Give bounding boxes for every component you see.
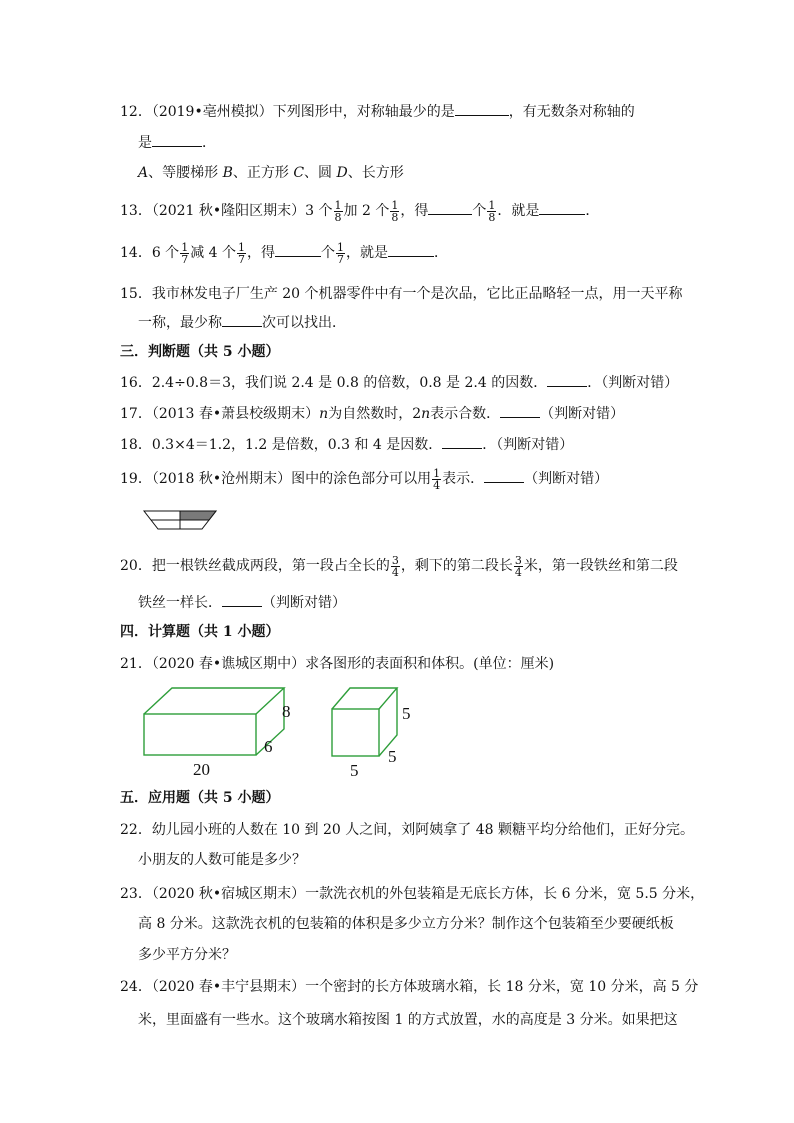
fraction — [391, 555, 400, 578]
question-text: 求各图形的表面积和体积。(单位：厘米) — [305, 656, 555, 672]
fraction-numerator: 1 — [334, 198, 342, 212]
math-variable: n — [421, 406, 431, 422]
cuboid-figure — [136, 684, 304, 780]
fraction-numerator: 3 — [391, 553, 399, 567]
question-text: ，得 — [400, 203, 429, 219]
question-text: 高 8 分米。这款洗衣机的包装箱的体积是多少立方分米？制作这个包装箱至少要硬纸板 — [138, 916, 674, 932]
question-source: （2021 秋•隆阳区期末） — [151, 203, 306, 219]
question-21 — [120, 654, 554, 674]
question-text: 米，里面盛有一些水。这个玻璃水箱按图 1 的方式放置，水的高度是 3 分米。如果把这 — [138, 1012, 678, 1028]
option-label: D — [336, 165, 348, 181]
fraction — [334, 200, 343, 223]
question-text: 表示． — [442, 471, 485, 487]
question-15-line-1 — [120, 284, 683, 304]
cube-figure — [326, 684, 418, 780]
shaded-part — [180, 511, 216, 520]
option-text: 、圆 — [304, 165, 337, 181]
question-text: ． — [434, 245, 448, 261]
question-13 — [120, 198, 599, 224]
question-text: 个 — [472, 203, 487, 219]
question-text: 一款洗衣机的外包装箱是无底长方体，长 6 分米，宽 5.5 分米， — [305, 886, 705, 902]
option-label: A — [138, 165, 149, 181]
question-text: 6 个 — [151, 245, 180, 261]
question-text: ．就是 — [497, 203, 540, 219]
question-23-line-2 — [138, 914, 674, 934]
question-text: ． — [585, 203, 600, 219]
question-text: 多少平方分米？ — [138, 947, 236, 963]
fraction — [336, 242, 345, 265]
question-15-line-2 — [138, 312, 346, 332]
cube-length-label: 5 — [350, 761, 359, 780]
question-text: 个 — [321, 245, 335, 261]
question-text: ．（判断对错） — [587, 375, 679, 391]
cuboid-width-label: 6 — [264, 737, 273, 756]
question-text: ． — [202, 135, 216, 151]
question-number: 14． — [120, 245, 152, 261]
question-number: 18． — [120, 437, 152, 453]
cube-height-label: 5 — [402, 704, 411, 723]
answer-blank — [222, 312, 262, 327]
question-20-line-1 — [120, 553, 678, 579]
answer-blank — [442, 434, 482, 449]
question-number: 21． — [120, 656, 152, 672]
math-variable: n — [319, 406, 329, 422]
fraction-denominator: 8 — [488, 210, 496, 224]
answer-blank — [152, 132, 202, 147]
option-text: 、长方形 — [347, 165, 404, 181]
question-text: ，就是 — [346, 245, 388, 261]
fraction-denominator: 8 — [391, 210, 399, 224]
question-24-line-1 — [120, 977, 698, 997]
question-number: 17． — [120, 406, 152, 422]
question-text: （判断对错） — [524, 471, 609, 487]
question-text: （判断对错） — [262, 595, 346, 611]
question-24-line-2 — [138, 1010, 678, 1030]
question-text: 下列图形中，对称轴最少的是 — [272, 104, 455, 120]
question-number: 13． — [120, 203, 152, 219]
answer-blank — [547, 372, 587, 387]
question-20-line-2 — [138, 592, 346, 612]
question-text: ，剩下的第二段长 — [400, 558, 513, 574]
question-number: 20． — [120, 558, 152, 574]
answer-blank — [539, 200, 585, 215]
fraction — [180, 242, 189, 265]
cube-top-face — [332, 688, 397, 709]
fraction-denominator: 4 — [514, 565, 522, 579]
cuboid-height-label: 8 — [282, 702, 291, 721]
question-text: 我市林发电子厂生产 20 个机器零件中有一个是次品，它比正品略轻一点，用一天平称 — [151, 286, 683, 302]
question-text: ，有无数条对称轴的 — [508, 104, 635, 120]
question-source: （2019•亳州模拟） — [151, 104, 273, 120]
cuboid-top-face — [144, 688, 284, 714]
question-text: 0.3×4＝1.2，1.2 是倍数，0.3 和 4 是因数． — [151, 437, 443, 453]
question-12-options — [138, 163, 404, 183]
question-text: 一个密封的长方体玻璃水箱，长 18 分米，宽 10 分米，高 5 分 — [305, 979, 699, 995]
answer-blank — [428, 200, 472, 215]
answer-blank — [484, 468, 524, 483]
fraction — [514, 555, 523, 578]
question-text: （判断对错） — [540, 406, 625, 422]
question-text: ．（判断对错） — [482, 437, 574, 453]
question-text: 一称，最少称 — [138, 315, 222, 331]
fraction-denominator: 8 — [334, 210, 342, 224]
trapezoid-figure — [142, 509, 218, 531]
cuboid-length-label: 20 — [193, 760, 210, 779]
question-text: 米，第一段铁丝和第二段 — [523, 558, 678, 574]
question-23-line-3 — [138, 945, 236, 965]
fraction — [432, 468, 441, 491]
fraction-denominator: 7 — [181, 252, 189, 266]
fraction-numerator: 1 — [337, 240, 344, 254]
question-22-line-2 — [138, 850, 306, 870]
fraction-numerator: 1 — [181, 240, 189, 254]
question-text: 2.4÷0.8＝3，我们说 2.4 是 0.8 的倍数，0.8 是 2.4 的因数． — [151, 375, 548, 391]
answer-blank — [222, 592, 262, 607]
question-number: 19． — [120, 471, 152, 487]
question-source: （2013 春•萧县校级期末） — [151, 406, 320, 422]
cube-front-face — [332, 709, 379, 756]
question-number: 12． — [120, 104, 152, 120]
question-number: 15． — [120, 286, 152, 302]
question-text: 为自然数时，2 — [328, 406, 422, 422]
question-text: 减 4 个 — [190, 245, 236, 261]
question-source: （2020 春•丰宁县期末） — [151, 979, 306, 995]
fraction-denominator: 7 — [337, 252, 344, 266]
question-19 — [120, 466, 608, 492]
option-label: C — [293, 165, 305, 181]
question-17 — [120, 403, 624, 423]
answer-blank — [500, 403, 540, 418]
question-text: 图中的涂色部分可以用 — [291, 471, 432, 487]
cube-width-label: 5 — [388, 747, 397, 766]
fraction-numerator: 1 — [238, 240, 245, 254]
fraction-denominator: 7 — [238, 252, 245, 266]
option-label: B — [222, 165, 233, 181]
question-text: 3 个 — [305, 203, 333, 219]
question-12-line-2 — [138, 132, 216, 152]
question-number: 23． — [120, 886, 152, 902]
question-23-line-1 — [120, 884, 704, 904]
cuboid-front-face — [144, 714, 256, 755]
question-12-line-1 — [120, 101, 635, 121]
fraction — [390, 200, 399, 223]
fraction-denominator: 4 — [433, 478, 441, 492]
question-18 — [120, 434, 573, 454]
question-text: 次可以找出． — [262, 315, 346, 331]
question-number: 22． — [120, 822, 152, 838]
section-heading-application: 五．应用题（共 5 小题） — [120, 790, 280, 806]
fraction — [237, 242, 246, 265]
answer-blank — [388, 242, 434, 257]
question-number: 24． — [120, 979, 152, 995]
question-text: 铁丝一样长． — [138, 595, 222, 611]
question-14 — [120, 240, 448, 266]
question-number: 16． — [120, 375, 152, 391]
fraction-numerator: 1 — [433, 466, 441, 480]
question-text: ，得 — [247, 245, 275, 261]
question-source: （2020 秋•宿城区期末） — [151, 886, 306, 902]
answer-blank — [455, 101, 509, 116]
question-source: （2020 春•谯城区期中） — [151, 656, 306, 672]
section-heading-calculation: 四．计算题（共 1 小题） — [120, 624, 280, 640]
question-text: 加 2 个 — [343, 203, 390, 219]
question-text: 是 — [138, 135, 152, 151]
fraction-numerator: 1 — [488, 198, 496, 212]
question-text: 表示合数． — [430, 406, 501, 422]
question-22-line-1 — [120, 820, 694, 840]
question-source: （2018 秋•沧州期末） — [151, 471, 292, 487]
fraction-numerator: 1 — [391, 198, 399, 212]
question-text: 小朋友的人数可能是多少？ — [138, 852, 306, 868]
fraction — [487, 200, 496, 223]
question-text: 把一根铁丝截成两段，第一段占全长的 — [151, 558, 390, 574]
question-text: 幼儿园小班的人数在 10 到 20 人之间，刘阿姨拿了 48 颗糖平均分给他们，正好分完。 — [151, 822, 694, 838]
fraction-numerator: 3 — [514, 553, 522, 567]
fraction-denominator: 4 — [391, 565, 399, 579]
section-heading-judgment: 三．判断题（共 5 小题） — [120, 344, 280, 360]
option-text: 、正方形 — [232, 165, 294, 181]
answer-blank — [275, 242, 321, 257]
option-text: 、等腰梯形 — [148, 165, 223, 181]
question-16 — [120, 372, 678, 392]
